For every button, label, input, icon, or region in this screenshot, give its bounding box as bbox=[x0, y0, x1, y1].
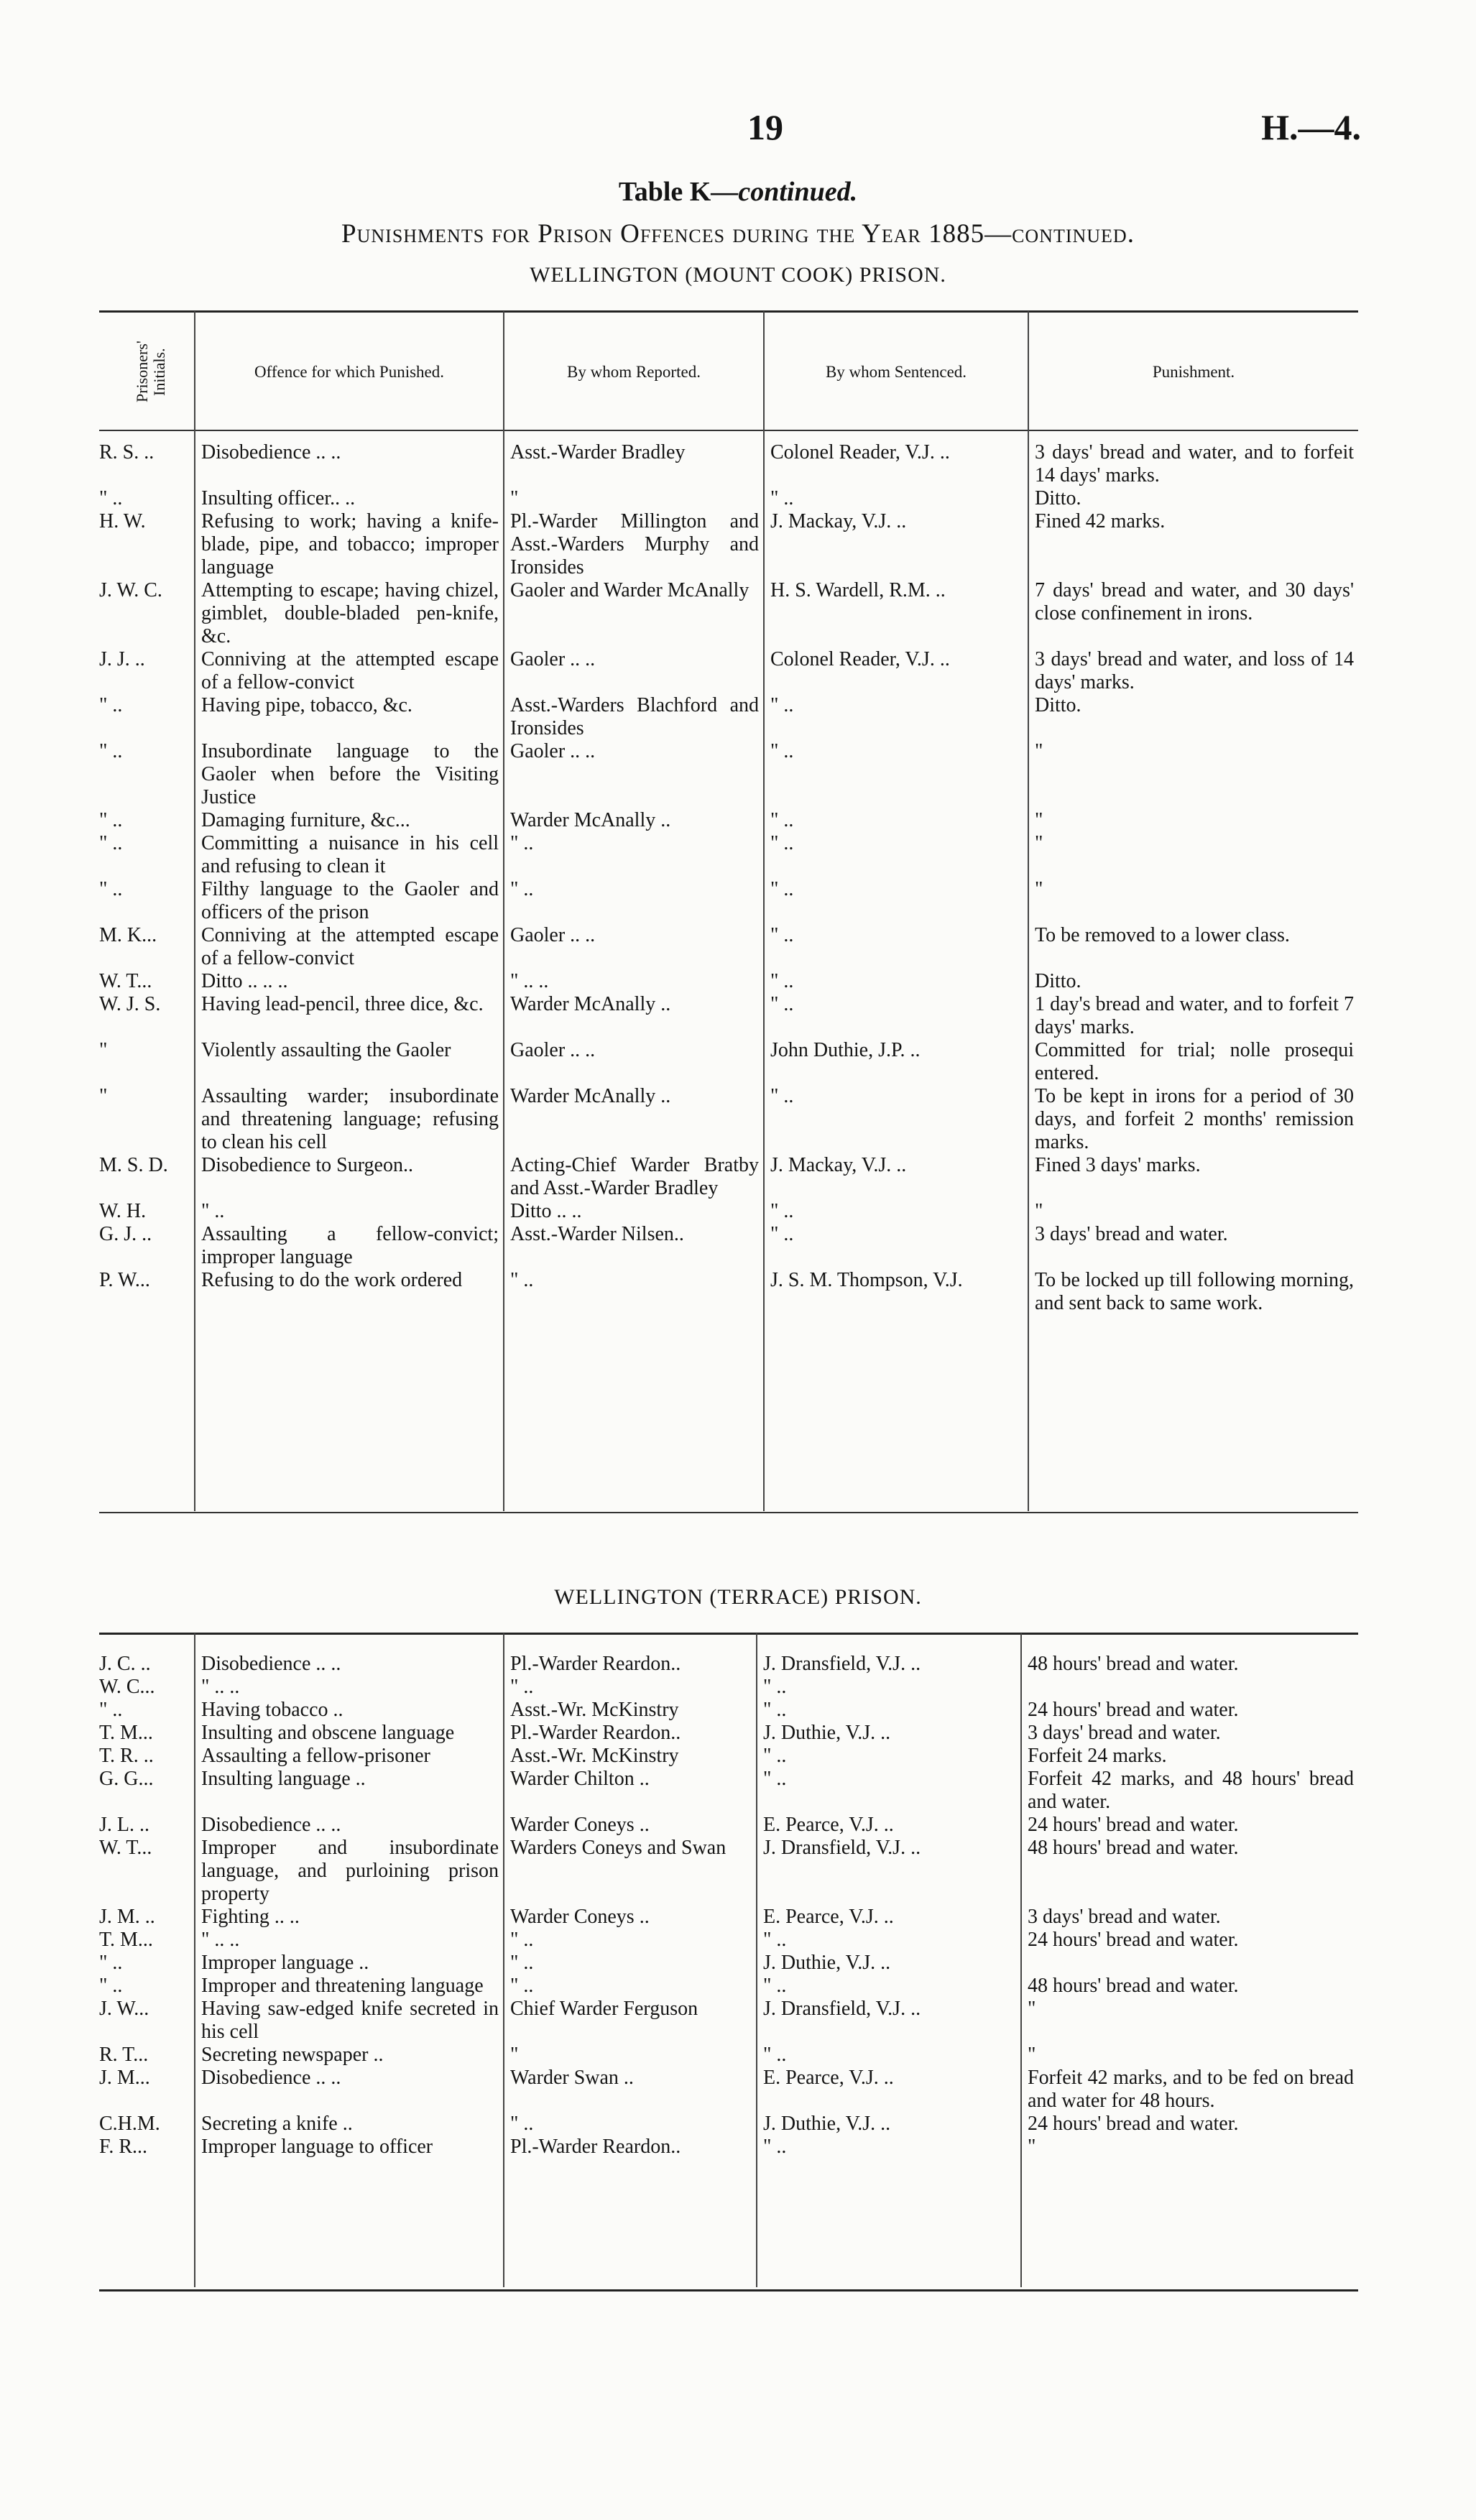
cell-sentenced: " .. bbox=[770, 878, 794, 900]
cell-initials: " .. bbox=[99, 878, 123, 900]
cell-offence: Having tobacco .. bbox=[201, 1699, 343, 1721]
cell-offence: Secreting a knife .. bbox=[201, 2113, 353, 2135]
cell-punishment: " bbox=[1035, 878, 1043, 900]
cell-punishment: " bbox=[1028, 2044, 1036, 2066]
cell-sentenced: J. S. M. Thompson, V.J. bbox=[770, 1269, 963, 1291]
table-row bbox=[99, 694, 1358, 740]
cell-initials: J. C. .. bbox=[99, 1653, 151, 1675]
cell-initials: " bbox=[99, 1039, 108, 1061]
cell-offence: Disobedience to Surgeon.. bbox=[201, 1154, 413, 1176]
cell-sentenced: " .. bbox=[763, 1699, 787, 1721]
cell-reported: Pl.-Warder Millington and Asst.-Warders Murphy and Ironsides bbox=[510, 510, 759, 578]
cell-offence: Having pipe, tobacco, &c. bbox=[201, 694, 412, 716]
table-row bbox=[99, 1085, 1358, 1154]
cell-offence: Insulting officer.. .. bbox=[201, 487, 356, 509]
cell-reported: Asst.-Warders Blachford and Ironsides bbox=[510, 694, 759, 739]
cell-reported: Warder McAnally .. bbox=[510, 993, 671, 1015]
cell-initials: W. T... bbox=[99, 1837, 152, 1859]
cell-initials: " bbox=[99, 1085, 108, 1107]
cell-initials: J. M. .. bbox=[99, 1906, 155, 1928]
cell-sentenced: " .. bbox=[770, 1085, 794, 1107]
cell-offence: " .. bbox=[201, 1200, 225, 1222]
cell-initials: C.H.M. bbox=[99, 2113, 160, 2135]
cell-offence: Assaulting a fellow-convict; improper language bbox=[201, 1223, 499, 1268]
cell-reported: Gaoler .. .. bbox=[510, 924, 596, 946]
table-row bbox=[99, 1837, 1358, 1906]
table-row bbox=[99, 924, 1358, 970]
cell-offence: Fighting .. .. bbox=[201, 1906, 300, 1928]
cell-sentenced: " .. bbox=[763, 1929, 787, 1951]
col-header-sentenced: By whom Sentenced. bbox=[825, 362, 967, 381]
cell-initials: F. R... bbox=[99, 2136, 148, 2158]
cell-offence: Committing a nuisance in his cell and refusing to clean it bbox=[201, 832, 499, 877]
cell-punishment: 7 days' bread and water, and 30 days' close confinement in irons. bbox=[1035, 579, 1354, 624]
cell-reported: Gaoler .. .. bbox=[510, 740, 596, 762]
cell-offence: Improper language .. bbox=[201, 1952, 369, 1974]
cell-punishment: Committed for trial; nolle prosequi entered. bbox=[1035, 1039, 1354, 1084]
cell-punishment: 3 days' bread and water. bbox=[1028, 1906, 1221, 1928]
cell-sentenced: J. Duthie, V.J. .. bbox=[763, 2113, 891, 2135]
table-row bbox=[99, 740, 1358, 809]
page-number: 19 bbox=[747, 107, 783, 147]
cell-sentenced: " .. bbox=[770, 694, 794, 716]
cell-sentenced: " .. bbox=[770, 740, 794, 762]
cell-punishment: Forfeit 24 marks. bbox=[1028, 1745, 1167, 1767]
cell-offence: Secreting newspaper .. bbox=[201, 2044, 384, 2066]
paper-code: H.—4. bbox=[1261, 107, 1361, 147]
table-row bbox=[99, 2113, 1358, 2136]
cell-offence: Disobedience .. .. bbox=[201, 1814, 341, 1836]
table-row bbox=[99, 1929, 1358, 1952]
table-row bbox=[99, 1768, 1358, 1814]
cell-reported: Asst.-Wr. McKinstry bbox=[510, 1745, 679, 1767]
cell-offence: " .. .. bbox=[201, 1929, 240, 1951]
cell-punishment: 24 hours' bread and water. bbox=[1028, 1699, 1239, 1721]
cell-offence: Refusing to work; having a knife-blade, pipe, and tobacco; improper language bbox=[201, 510, 499, 578]
cell-punishment: 24 hours' bread and water. bbox=[1028, 2113, 1239, 2135]
cell-initials: T. M... bbox=[99, 1929, 153, 1951]
cell-reported: Warders Coneys and Swan bbox=[510, 1837, 727, 1859]
cell-initials: J. M... bbox=[99, 2067, 150, 2089]
table-row bbox=[99, 487, 1358, 510]
cell-punishment: 3 days' bread and water, and to forfeit 14 days' marks. bbox=[1035, 441, 1354, 486]
cell-initials: T. R. .. bbox=[99, 1745, 154, 1767]
cell-reported: Warder Coneys .. bbox=[510, 1906, 650, 1928]
cell-initials: T. M... bbox=[99, 1722, 153, 1744]
cell-sentenced: J. Mackay, V.J. .. bbox=[770, 510, 907, 532]
cell-sentenced: " .. bbox=[763, 1745, 787, 1767]
cell-reported: Warder McAnally .. bbox=[510, 1085, 671, 1107]
table-row bbox=[99, 1269, 1358, 1315]
cell-reported: Warder Chilton .. bbox=[510, 1768, 650, 1790]
cell-initials: G. J. .. bbox=[99, 1223, 152, 1245]
cell-offence: Having lead-pencil, three dice, &c. bbox=[201, 993, 484, 1015]
cell-punishment: " bbox=[1035, 832, 1043, 854]
cell-sentenced: John Duthie, J.P. .. bbox=[770, 1039, 921, 1061]
cell-punishment: 3 days' bread and water. bbox=[1028, 1722, 1221, 1744]
cell-sentenced: " .. bbox=[763, 1975, 787, 1997]
cell-offence: Assaulting warder; insubordinate and threatening language; refusing to clean his cell bbox=[201, 1085, 499, 1153]
cell-offence: Insulting and obscene language bbox=[201, 1722, 455, 1744]
table-row bbox=[99, 510, 1358, 579]
table-row bbox=[99, 2044, 1358, 2067]
table-row bbox=[99, 648, 1358, 694]
table-row bbox=[99, 1676, 1358, 1699]
cell-sentenced: " .. bbox=[770, 993, 794, 1015]
cell-sentenced: " .. bbox=[770, 1223, 794, 1245]
cell-offence: Having saw-edged knife secreted in his cell bbox=[201, 1998, 499, 2043]
cell-reported: Asst.-Warder Nilsen.. bbox=[510, 1223, 684, 1245]
cell-reported: Warder McAnally .. bbox=[510, 809, 671, 831]
header-top-rule bbox=[99, 310, 1358, 313]
cell-sentenced: " .. bbox=[763, 1676, 787, 1698]
cell-sentenced: J. Duthie, V.J. .. bbox=[763, 1722, 891, 1744]
cell-punishment: 3 days' bread and water. bbox=[1035, 1223, 1228, 1245]
cell-sentenced: " .. bbox=[770, 970, 794, 992]
cell-punishment: Forfeit 42 marks, and to be fed on bread and water for 48 hours. bbox=[1028, 2067, 1354, 2112]
table-row bbox=[99, 970, 1358, 993]
table-title-suffix: —continued. bbox=[711, 177, 858, 207]
cell-initials: W. C... bbox=[99, 1676, 155, 1698]
table-row bbox=[99, 993, 1358, 1039]
cell-initials: " .. bbox=[99, 740, 123, 762]
cell-offence: Disobedience .. .. bbox=[201, 1653, 341, 1675]
cell-reported: " .. .. bbox=[510, 970, 549, 992]
cell-offence: Disobedience .. .. bbox=[201, 2067, 341, 2089]
table-row bbox=[99, 441, 1358, 487]
col-header-offence: Offence for which Punished. bbox=[254, 362, 444, 381]
table-row bbox=[99, 878, 1358, 924]
cell-punishment: 48 hours' bread and water. bbox=[1028, 1837, 1239, 1859]
cell-punishment: " bbox=[1035, 740, 1043, 762]
cell-offence: Ditto .. .. .. bbox=[201, 970, 288, 992]
table-row bbox=[99, 1722, 1358, 1745]
cell-initials: W. H. bbox=[99, 1200, 147, 1222]
mount-cook-table bbox=[99, 441, 1358, 1315]
cell-initials: R. T... bbox=[99, 2044, 149, 2066]
cell-offence: Improper language to officer bbox=[201, 2136, 433, 2158]
cell-punishment: To be locked up till following morning, and sent back to same work. bbox=[1035, 1269, 1354, 1314]
cell-initials: J. W. C. bbox=[99, 579, 162, 601]
cell-initials: W. T... bbox=[99, 970, 152, 992]
cell-offence: Attempting to escape; having chizel, gimblet, double-bladed pen-knife, &c. bbox=[201, 579, 499, 647]
cell-reported: " .. bbox=[510, 1952, 534, 1974]
cell-initials: M. S. D. bbox=[99, 1154, 168, 1176]
table-row bbox=[99, 1952, 1358, 1975]
cell-punishment: To be removed to a lower class. bbox=[1035, 924, 1290, 946]
cell-reported: " .. bbox=[510, 878, 534, 900]
cell-punishment: 1 day's bread and water, and to forfeit 7 days' marks. bbox=[1035, 993, 1354, 1038]
table-row bbox=[99, 809, 1358, 832]
table-title-main: Table K bbox=[618, 177, 711, 207]
cell-initials: " .. bbox=[99, 832, 123, 854]
cell-sentenced: " .. bbox=[770, 924, 794, 946]
cell-reported: Acting-Chief Warder Bratby and Asst.-Warder Bradley bbox=[510, 1154, 759, 1199]
cell-sentenced: Colonel Reader, V.J. .. bbox=[770, 648, 950, 670]
cell-offence: Violently assaulting the Gaoler bbox=[201, 1039, 451, 1061]
cell-punishment: Fined 42 marks. bbox=[1035, 510, 1166, 532]
cell-initials: " .. bbox=[99, 1699, 123, 1721]
cell-initials: " .. bbox=[99, 809, 123, 831]
cell-reported: Asst.-Wr. McKinstry bbox=[510, 1699, 679, 1721]
col-header-initials: Prisoners' Initials. bbox=[132, 341, 168, 403]
cell-offence: " .. .. bbox=[201, 1676, 240, 1698]
cell-offence: Improper and insubordinate language, and purloining prison property bbox=[201, 1837, 499, 1905]
cell-reported: Gaoler .. .. bbox=[510, 648, 596, 670]
cell-reported: " bbox=[510, 487, 519, 509]
cell-reported: Asst.-Warder Bradley bbox=[510, 441, 686, 463]
cell-reported: " .. bbox=[510, 1929, 534, 1951]
cell-reported: " .. bbox=[510, 2113, 534, 2135]
cell-reported: Warder Swan .. bbox=[510, 2067, 634, 2089]
cell-punishment: Ditto. bbox=[1035, 487, 1081, 509]
cell-reported: Pl.-Warder Reardon.. bbox=[510, 1653, 681, 1675]
cell-offence: Filthy language to the Gaoler and officers of the prison bbox=[201, 878, 499, 923]
cell-offence: Damaging furniture, &c... bbox=[201, 809, 410, 831]
cell-punishment: " bbox=[1028, 2136, 1036, 2158]
table-title bbox=[0, 176, 1476, 208]
cell-initials: J. J. .. bbox=[99, 648, 145, 670]
cell-initials: J. L. .. bbox=[99, 1814, 149, 1836]
cell-offence: Refusing to do the work ordered bbox=[201, 1269, 463, 1291]
col-header-reported: By whom Reported. bbox=[567, 362, 701, 381]
cell-initials: " .. bbox=[99, 1952, 123, 1974]
cell-sentenced: J. Mackay, V.J. .. bbox=[770, 1154, 907, 1176]
cell-punishment: " bbox=[1028, 1998, 1036, 2020]
cell-punishment: " bbox=[1035, 1200, 1043, 1222]
cell-offence: Improper and threatening language bbox=[201, 1975, 484, 1997]
cell-sentenced: J. Dransfield, V.J. .. bbox=[763, 1837, 921, 1859]
cell-punishment bbox=[1020, 1676, 1358, 1699]
table-row bbox=[99, 1814, 1358, 1837]
table-row bbox=[99, 1653, 1358, 1676]
table-subtitle: Punishments for Prison Offences during the Year 1885—continued. bbox=[341, 219, 1135, 249]
table-row bbox=[99, 1998, 1358, 2044]
cell-sentenced: H. S. Wardell, R.M. .. bbox=[770, 579, 946, 601]
cell-sentenced: " .. bbox=[770, 1200, 794, 1222]
cell-punishment: 24 hours' bread and water. bbox=[1028, 1814, 1239, 1836]
table-row bbox=[99, 2136, 1358, 2159]
cell-reported: Pl.-Warder Reardon.. bbox=[510, 2136, 681, 2158]
mount-cook-prison-title: WELLINGTON (MOUNT COOK) PRISON. bbox=[530, 263, 946, 287]
cell-initials: R. S. .. bbox=[99, 441, 154, 463]
table-row bbox=[99, 2067, 1358, 2113]
cell-punishment: Fined 3 days' marks. bbox=[1035, 1154, 1201, 1176]
cell-punishment: To be kept in irons for a period of 30 days, and forfeit 2 months' remission marks. bbox=[1035, 1085, 1354, 1153]
cell-punishment: 48 hours' bread and water. bbox=[1028, 1975, 1239, 1997]
cell-initials: P. W... bbox=[99, 1269, 150, 1291]
terrace-table bbox=[99, 1653, 1358, 2159]
cell-reported: Pl.-Warder Reardon.. bbox=[510, 1722, 681, 1744]
cell-offence: Disobedience .. .. bbox=[201, 441, 341, 463]
cell-reported: Gaoler .. .. bbox=[510, 1039, 596, 1061]
cell-offence: Insulting language .. bbox=[201, 1768, 366, 1790]
cell-sentenced: J. Dransfield, V.J. .. bbox=[763, 1653, 921, 1675]
cell-punishment: Ditto. bbox=[1035, 694, 1081, 716]
cell-sentenced: J. Duthie, V.J. .. bbox=[763, 1952, 891, 1974]
cell-offence: Conniving at the attempted escape of a fellow-convict bbox=[201, 924, 499, 969]
terrace-bottom-rule bbox=[99, 2289, 1358, 2291]
cell-sentenced: E. Pearce, V.J. .. bbox=[763, 2067, 894, 2089]
table-row bbox=[99, 1223, 1358, 1269]
cell-initials: G. G... bbox=[99, 1768, 154, 1790]
table-row bbox=[99, 579, 1358, 648]
cell-reported: " .. bbox=[510, 1975, 534, 1997]
cell-sentenced: Colonel Reader, V.J. .. bbox=[770, 441, 950, 463]
cell-initials: " .. bbox=[99, 694, 123, 716]
cell-punishment: " bbox=[1035, 809, 1043, 831]
table-row bbox=[99, 1745, 1358, 1768]
cell-offence: Assaulting a fellow-prisoner bbox=[201, 1745, 430, 1767]
cell-initials: J. W... bbox=[99, 1998, 149, 2020]
cell-reported: " .. bbox=[510, 1269, 534, 1291]
terrace-prison-title: WELLINGTON (TERRACE) PRISON. bbox=[554, 1585, 922, 1609]
table-row bbox=[99, 1200, 1358, 1223]
cell-punishment bbox=[1020, 1952, 1358, 1975]
cell-reported: Chief Warder Ferguson bbox=[510, 1998, 698, 2020]
table-row bbox=[99, 1039, 1358, 1085]
cell-reported: Ditto .. .. bbox=[510, 1200, 582, 1222]
cell-reported: " .. bbox=[510, 1676, 534, 1698]
col-header-punishment: Punishment. bbox=[1152, 362, 1235, 381]
table-row bbox=[99, 1975, 1358, 1998]
cell-initials: M. K... bbox=[99, 924, 157, 946]
cell-sentenced: " .. bbox=[770, 809, 794, 831]
terrace-top-rule bbox=[99, 1633, 1358, 1635]
table-row bbox=[99, 1154, 1358, 1200]
cell-reported: Gaoler and Warder McAnally bbox=[510, 579, 749, 601]
header-bottom-rule bbox=[99, 430, 1358, 431]
cell-punishment: Forfeit 42 marks, and 48 hours' bread and water. bbox=[1028, 1768, 1354, 1813]
cell-initials: W. J. S. bbox=[99, 993, 161, 1015]
cell-sentenced: " .. bbox=[763, 2136, 787, 2158]
table-row bbox=[99, 1699, 1358, 1722]
table-row bbox=[99, 1906, 1358, 1929]
cell-punishment: 24 hours' bread and water. bbox=[1028, 1929, 1239, 1951]
cell-initials: H. W. bbox=[99, 510, 146, 532]
cell-sentenced: " .. bbox=[763, 1768, 787, 1790]
mount-cook-bottom-rule bbox=[99, 1512, 1358, 1513]
cell-initials: " .. bbox=[99, 487, 123, 509]
cell-punishment: Ditto. bbox=[1035, 970, 1081, 992]
cell-sentenced: " .. bbox=[770, 487, 794, 509]
cell-sentenced: E. Pearce, V.J. .. bbox=[763, 1906, 894, 1928]
cell-punishment: 48 hours' bread and water. bbox=[1028, 1653, 1239, 1675]
cell-punishment: 3 days' bread and water, and loss of 14 days' marks. bbox=[1035, 648, 1354, 693]
cell-offence: Conniving at the attempted escape of a fellow-convict bbox=[201, 648, 499, 693]
cell-sentenced: " .. bbox=[770, 832, 794, 854]
cell-reported: " bbox=[510, 2044, 519, 2066]
cell-offence: Insubordinate language to the Gaoler when before the Visiting Justice bbox=[201, 740, 499, 808]
cell-sentenced: J. Dransfield, V.J. .. bbox=[763, 1998, 921, 2020]
cell-reported: Warder Coneys .. bbox=[510, 1814, 650, 1836]
cell-reported: " .. bbox=[510, 832, 534, 854]
table-row bbox=[99, 832, 1358, 878]
cell-initials: " .. bbox=[99, 1975, 123, 1997]
cell-sentenced: E. Pearce, V.J. .. bbox=[763, 1814, 894, 1836]
cell-sentenced: " .. bbox=[763, 2044, 787, 2066]
